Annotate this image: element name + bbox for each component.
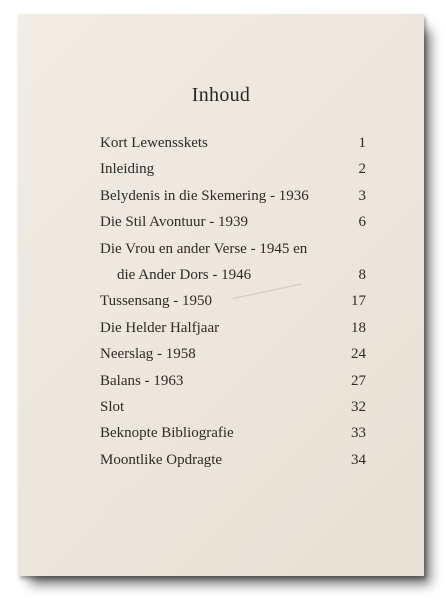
toc-entry-title: Kort Lewensskets	[100, 135, 208, 151]
toc-entry-page: 18	[351, 319, 366, 336]
toc-entry-title: Tussensang - 1950	[100, 293, 212, 310]
toc-entry-page: 8	[358, 266, 366, 283]
toc-entry-title: Die Vrou en ander Verse - 1945 en	[100, 240, 308, 257]
toc-entry-page: 33	[351, 425, 366, 442]
toc-entry-title: Neerslag - 1958	[100, 346, 196, 363]
toc-entry-page: 3	[358, 187, 366, 204]
toc-entry-page: 1	[358, 135, 366, 151]
toc-entry-title: Moontlike Opdragte	[100, 451, 223, 468]
table-of-contents	[100, 130, 366, 473]
toc-entry-page: 34	[351, 451, 366, 468]
toc-entry	[100, 156, 366, 182]
toc-entry	[100, 447, 366, 473]
toc-entry-page: 17	[351, 293, 366, 310]
toc-entry	[100, 236, 366, 262]
toc-entry	[100, 209, 366, 235]
toc-entry	[100, 394, 366, 420]
book-page	[18, 14, 424, 576]
toc-entry	[100, 341, 366, 367]
toc-entry-page: 2	[358, 161, 366, 178]
toc-entry-title: Balans - 1963	[100, 372, 184, 389]
toc-entry	[100, 288, 366, 314]
toc-entry-continuation	[100, 262, 366, 288]
page-title: Inhoud	[191, 84, 251, 106]
toc-entry-title: Beknopte Bibliografie	[100, 425, 234, 442]
toc-entry	[100, 130, 366, 156]
toc-entry-title: Die Helder Halfjaar	[100, 319, 220, 336]
toc-entry-page: 27	[351, 372, 366, 389]
toc-entry-title: die Ander Dors - 1946	[117, 266, 252, 283]
toc-entry-title: Die Stil Avontuur - 1939	[100, 214, 249, 231]
toc-entry-page: 32	[351, 398, 366, 415]
toc-entry	[100, 368, 366, 394]
toc-entry-title: Slot	[100, 398, 125, 415]
toc-entry-page: 6	[358, 214, 366, 231]
toc-entry-title: Inleiding	[100, 161, 155, 178]
toc-entry	[100, 183, 366, 209]
toc-entry	[100, 420, 366, 446]
toc-entry	[100, 315, 366, 341]
toc-entry-page: 24	[351, 346, 366, 363]
toc-entry-title: Belydenis in die Skemering - 1936	[100, 187, 309, 204]
